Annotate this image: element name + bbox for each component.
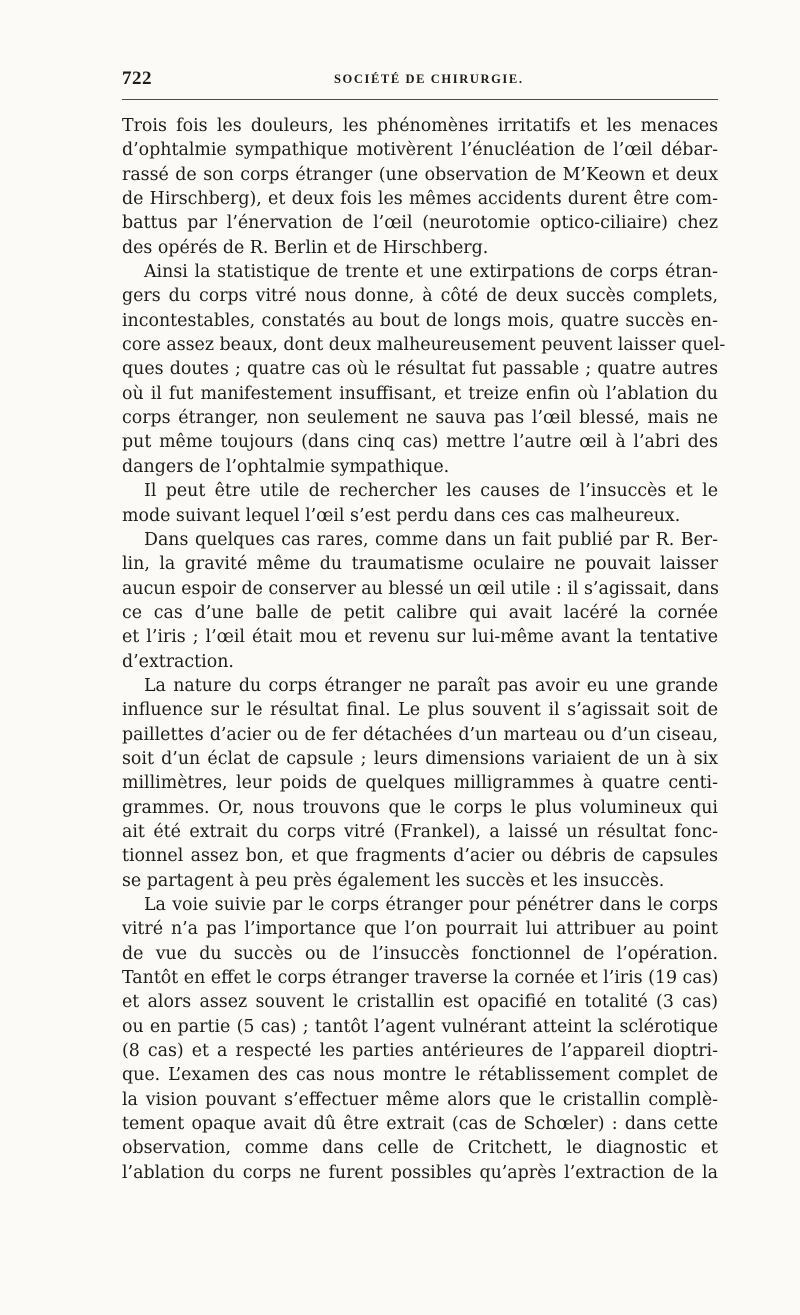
- paragraph-start-line: La voie suivie par le corps étranger pour pénétrer dans le corps: [144, 895, 718, 915]
- body-text: [122, 114, 726, 1185]
- text-line: tement opaque avait dû être extrait (cas de Schœler) : dans cette: [122, 1114, 718, 1135]
- text-line: l’ablation du corps ne furent possibles qu’après l’extraction de la: [122, 1162, 718, 1183]
- text-line: observation, comme dans celle de Critchett, le diagnostic et: [122, 1138, 718, 1159]
- header-rule: [122, 99, 718, 100]
- paragraph-start-line: Il peut être utile de rechercher les causes de l’insuccès et le: [144, 481, 718, 502]
- text-line: paillettes d’acier ou de fer détachées d’un marteau ou d’un ciseau,: [122, 724, 718, 745]
- text-line: grammes. Or, nous trouvons que le corps le plus volumineux qui: [122, 797, 718, 818]
- text-line: ce cas d’une balle de petit calibre qui avait lacéré la cornée: [122, 602, 718, 623]
- text-line: et l’iris ; l’œil était mou et revenu sur lui-même avant la tentative: [122, 627, 718, 648]
- running-head: [122, 68, 718, 92]
- text-line: ait été extrait du corps vitré (Frankel), a laissé un résultat fonc-: [122, 821, 718, 842]
- text-line: incontestables, constatés au bout de longs mois, quatre succès en-: [122, 310, 718, 331]
- text-line: des opérés de R. Berlin et de Hirschberg.: [122, 237, 489, 258]
- text-line: corps étranger, non seulement ne sauva pas l’œil blessé, mais ne: [122, 408, 718, 429]
- text-line: soit d’un éclat de capsule ; leurs dimensions variaient de un à six: [122, 748, 718, 769]
- text-line: se partagent à peu près également les succès et les insuccès.: [122, 870, 665, 891]
- text-line: tionnel assez bon, et que fragments d’acier ou débris de capsules: [122, 846, 718, 867]
- paragraph-start-line: Ainsi la statistique de trente et une extirpations de corps étran-: [144, 262, 718, 283]
- text-line: ou en partie (5 cas) ; tantôt l’agent vulnérant atteint la sclérotique: [122, 1016, 718, 1037]
- text-line: influence sur le résultat final. Le plus souvent il s’agissait soit de: [122, 700, 718, 721]
- text-line: lin, la gravité même du traumatisme oculaire ne pouvait laisser: [122, 554, 718, 575]
- text-line: (8 cas) et a respecté les parties antérieures de l’appareil dioptri-: [122, 1041, 718, 1062]
- text-line: de vue du succès ou de l’insuccès fonctionnel de l’opération.: [122, 943, 718, 964]
- text-line: mode suivant lequel l’œil s’est perdu dans ces cas malheureux.: [122, 505, 681, 526]
- text-line: Trois fois les douleurs, les phénomènes irritatifs et les menaces: [122, 116, 718, 136]
- paragraph-start-line: Dans quelques cas rares, comme dans un fait publié par R. Ber-: [144, 529, 718, 550]
- text-line: dangers de l’ophtalmie sympathique.: [122, 456, 450, 477]
- text-line: put même toujours (dans cinq cas) mettre l’autre œil à l’abri des: [122, 432, 718, 453]
- text-line: millimètres, leur poids de quelques milligrammes à quatre centi-: [122, 773, 718, 794]
- page-number: 722: [122, 68, 152, 89]
- text-line: Tantôt en effet le corps étranger traverse la cornée et l’iris (19 cas): [122, 968, 719, 989]
- running-title: SOCIÉTÉ DE CHIRURGIE.: [334, 72, 524, 86]
- text-line: core assez beaux, dont deux malheureusement peuvent laisser quel-: [122, 335, 726, 356]
- text-line: ques doutes ; quatre cas où le résultat fut passable ; quatre autres: [122, 359, 718, 380]
- text-line: la vision pouvant s’effectuer même alors que le cristallin complè-: [122, 1089, 718, 1110]
- text-line: de Hirschberg), et deux fois les mêmes accidents durent être com-: [122, 189, 718, 210]
- paragraph-start-line: La nature du corps étranger ne paraît pas avoir eu une grande: [144, 675, 718, 696]
- text-line: vitré n’a pas l’importance que l’on pourrait lui attribuer au point: [122, 919, 718, 940]
- text-line: gers du corps vitré nous donne, à côté de deux succès complets,: [122, 286, 718, 307]
- text-line: aucun espoir de conserver au blessé un œil utile : il s’agissait, dans: [122, 578, 719, 599]
- text-line: et alors assez souvent le cristallin est opacifié en totalité (3 cas): [122, 992, 718, 1013]
- text-line: rassé de son corps étranger (une observation de M’Keown et deux: [122, 164, 718, 185]
- text-line: où il fut manifestement insuffisant, et treize enfin où l’ablation du: [122, 383, 718, 404]
- text-line: battus par l’énervation de l’œil (neurotomie optico-ciliaire) chez: [122, 213, 718, 234]
- text-line: d’extraction.: [122, 651, 234, 672]
- text-line: que. L’examen des cas nous montre le rétablissement complet de: [122, 1065, 718, 1086]
- text-line: d’ophtalmie sympathique motivèrent l’énucléation de l’œil débar-: [122, 140, 718, 161]
